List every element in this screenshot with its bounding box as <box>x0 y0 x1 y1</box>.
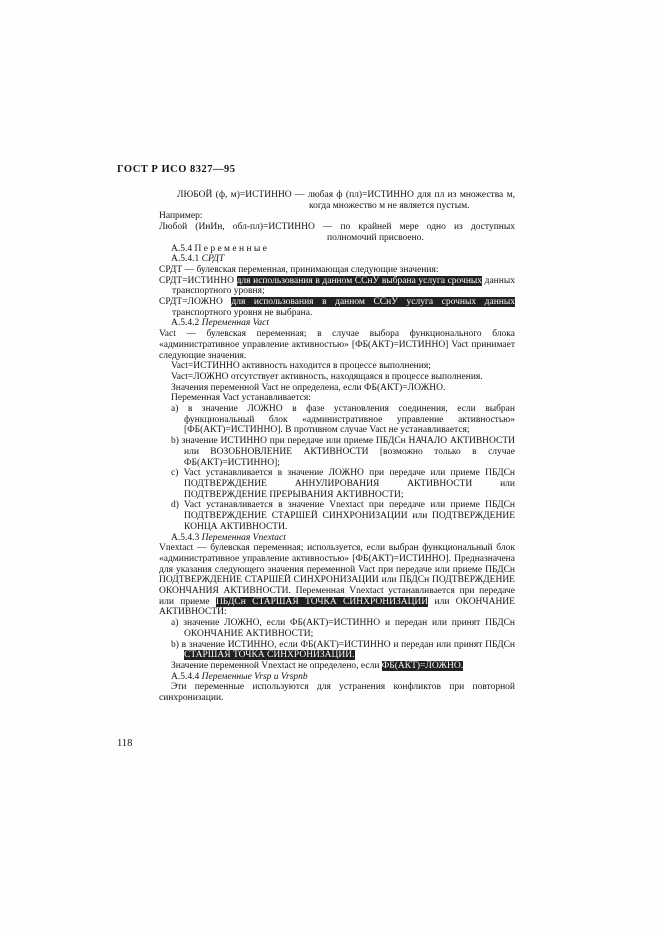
section-heading: А.5.4 П е р е м е н н ы е <box>171 243 267 254</box>
list-item: b) значение ИСТИННО при передаче или приеме ПБДСн НАЧАЛО АКТИВНОСТИ или ВОЗОБНОВЛЕНИЕ АКТИВНОСТИ [возможно только в случае ФБ(АКТ)=ИСТИННО]; <box>171 436 515 468</box>
document-body <box>159 190 515 704</box>
section-heading: А.5.4.2 Переменная Vact <box>171 318 270 329</box>
list-item: d) Vact устанавливается в значение Vnextact при передаче или приеме ПБДСн ПОДТВЕРЖДЕНИЕ СТАРШЕЙ СИНХРОНИЗАЦИИ или ПОДТВЕРЖДЕНИЕ КОНЦА АКТИВНОСТИ. <box>171 500 515 532</box>
paragraph: Значение переменной Vnextact не определено, если ФБ(АКТ)=ЛОЖНО. <box>171 660 464 671</box>
paragraph: Vact=ИСТИННО активность находится в процессе выполнения; <box>171 361 431 372</box>
definition: ЛЮБОЙ (ф, м)=ИСТИННО — любая ф (пл)=ИСТИННО для пл из множества м, когда множество м не является пустым. <box>177 190 515 211</box>
paragraph: Vact — булевская переменная; в случае выбора функционального блока «административное управление активностью» [ФБ(АКТ)=ИСТИННО] Vact принимает следующие значения. <box>159 329 515 361</box>
section-heading: А.5.4.1 СРДТ <box>171 254 225 265</box>
paragraph: Значения переменной Vact не определена, если ФБ(АКТ)=ЛОЖНО. <box>171 382 446 393</box>
list-item: с) Vact устанавливается в значение ЛОЖНО при передаче или приеме ПБДСн ПОДТВЕРЖДЕНИЕ АННУЛИРОВАНИЯ АКТИВНОСТИ или ПОДТВЕРЖДЕНИЕ ПРЕРЫВАНИЯ АКТИВНОСТИ; <box>171 468 515 500</box>
paragraph: СРДТ=ИСТИННО для использования в данном ССнУ выбрана услуга срочных данных транспортного уровня; <box>159 275 515 297</box>
section-heading: А.5.4.4 Переменные Vrsp и Vrspnb <box>171 671 308 682</box>
section-heading: А.5.4.3 Переменная Vnextact <box>171 532 286 543</box>
list-item: а) в значение ЛОЖНО в фазе установления соединения, если выбран функциональный блок «административное управление активностью» [ФБ(АКТ)=ИСТИННО]. В противном случае Vact не устанавливается; <box>171 404 515 436</box>
list-item: а) значение ЛОЖНО, если ФБ(АКТ)=ИСТИННО и передан или принят ПБДСн ОКОНЧАНИЕ АКТИВНОСТИ; <box>171 618 515 639</box>
paragraph: СРДТ=ЛОЖНО для использования в данном ССнУ услуга срочных данных транспортного уровня не выбрана. <box>159 297 515 318</box>
definition: Любой (ИнИн, обл-пл)=ИСТИННО — по крайней мере одно из доступных полномочий присвоено. <box>159 222 515 243</box>
paragraph: Vnextact — булевская переменная; используется, если выбран функциональный блок «административное управление активностью» [ФБ(АКТ)=ИСТИННО]. Предназначена для указания следующего значения переменной Vact при передаче или приеме ПБДСн ПОДТВЕРЖДЕНИЕ СТАРШЕЙ СИНХРОНИЗАЦИИ или ПБДСн ПОДТВЕРЖДЕНИЕ ОКОНЧАНИЯ АКТИВНОСТИ. Переменная Vnextact устанавливается при передаче или приеме ПБДСн СТАРШАЯ ТОЧКА СИНХРОНИЗАЦИИ или ОКОНЧАНИЕ АКТИВНОСТИ: <box>159 543 515 618</box>
page-number: 118 <box>117 738 133 749</box>
paragraph: Vact=ЛОЖНО отсутствует активность, находящаяся в процессе выполнения. <box>171 371 483 382</box>
paragraph: Например: <box>159 211 203 222</box>
paragraph: СРДТ — булевская переменная, принимающая следующие значения: <box>159 264 439 275</box>
list-item: b) в значение ИСТИННО, если ФБ(АКТ)=ИСТИННО и передан или принят ПБДСн СТАРШАЯ ТОЧКА СИНХРОНИЗАЦИИ. <box>171 639 515 661</box>
paragraph: Переменная Vact устанавливается: <box>171 393 311 404</box>
document-header: ГОСТ Р ИСО 8327—95 <box>117 164 236 175</box>
paragraph: Эти переменные используются для устранения конфликтов при повторной синхронизации. <box>159 682 515 704</box>
